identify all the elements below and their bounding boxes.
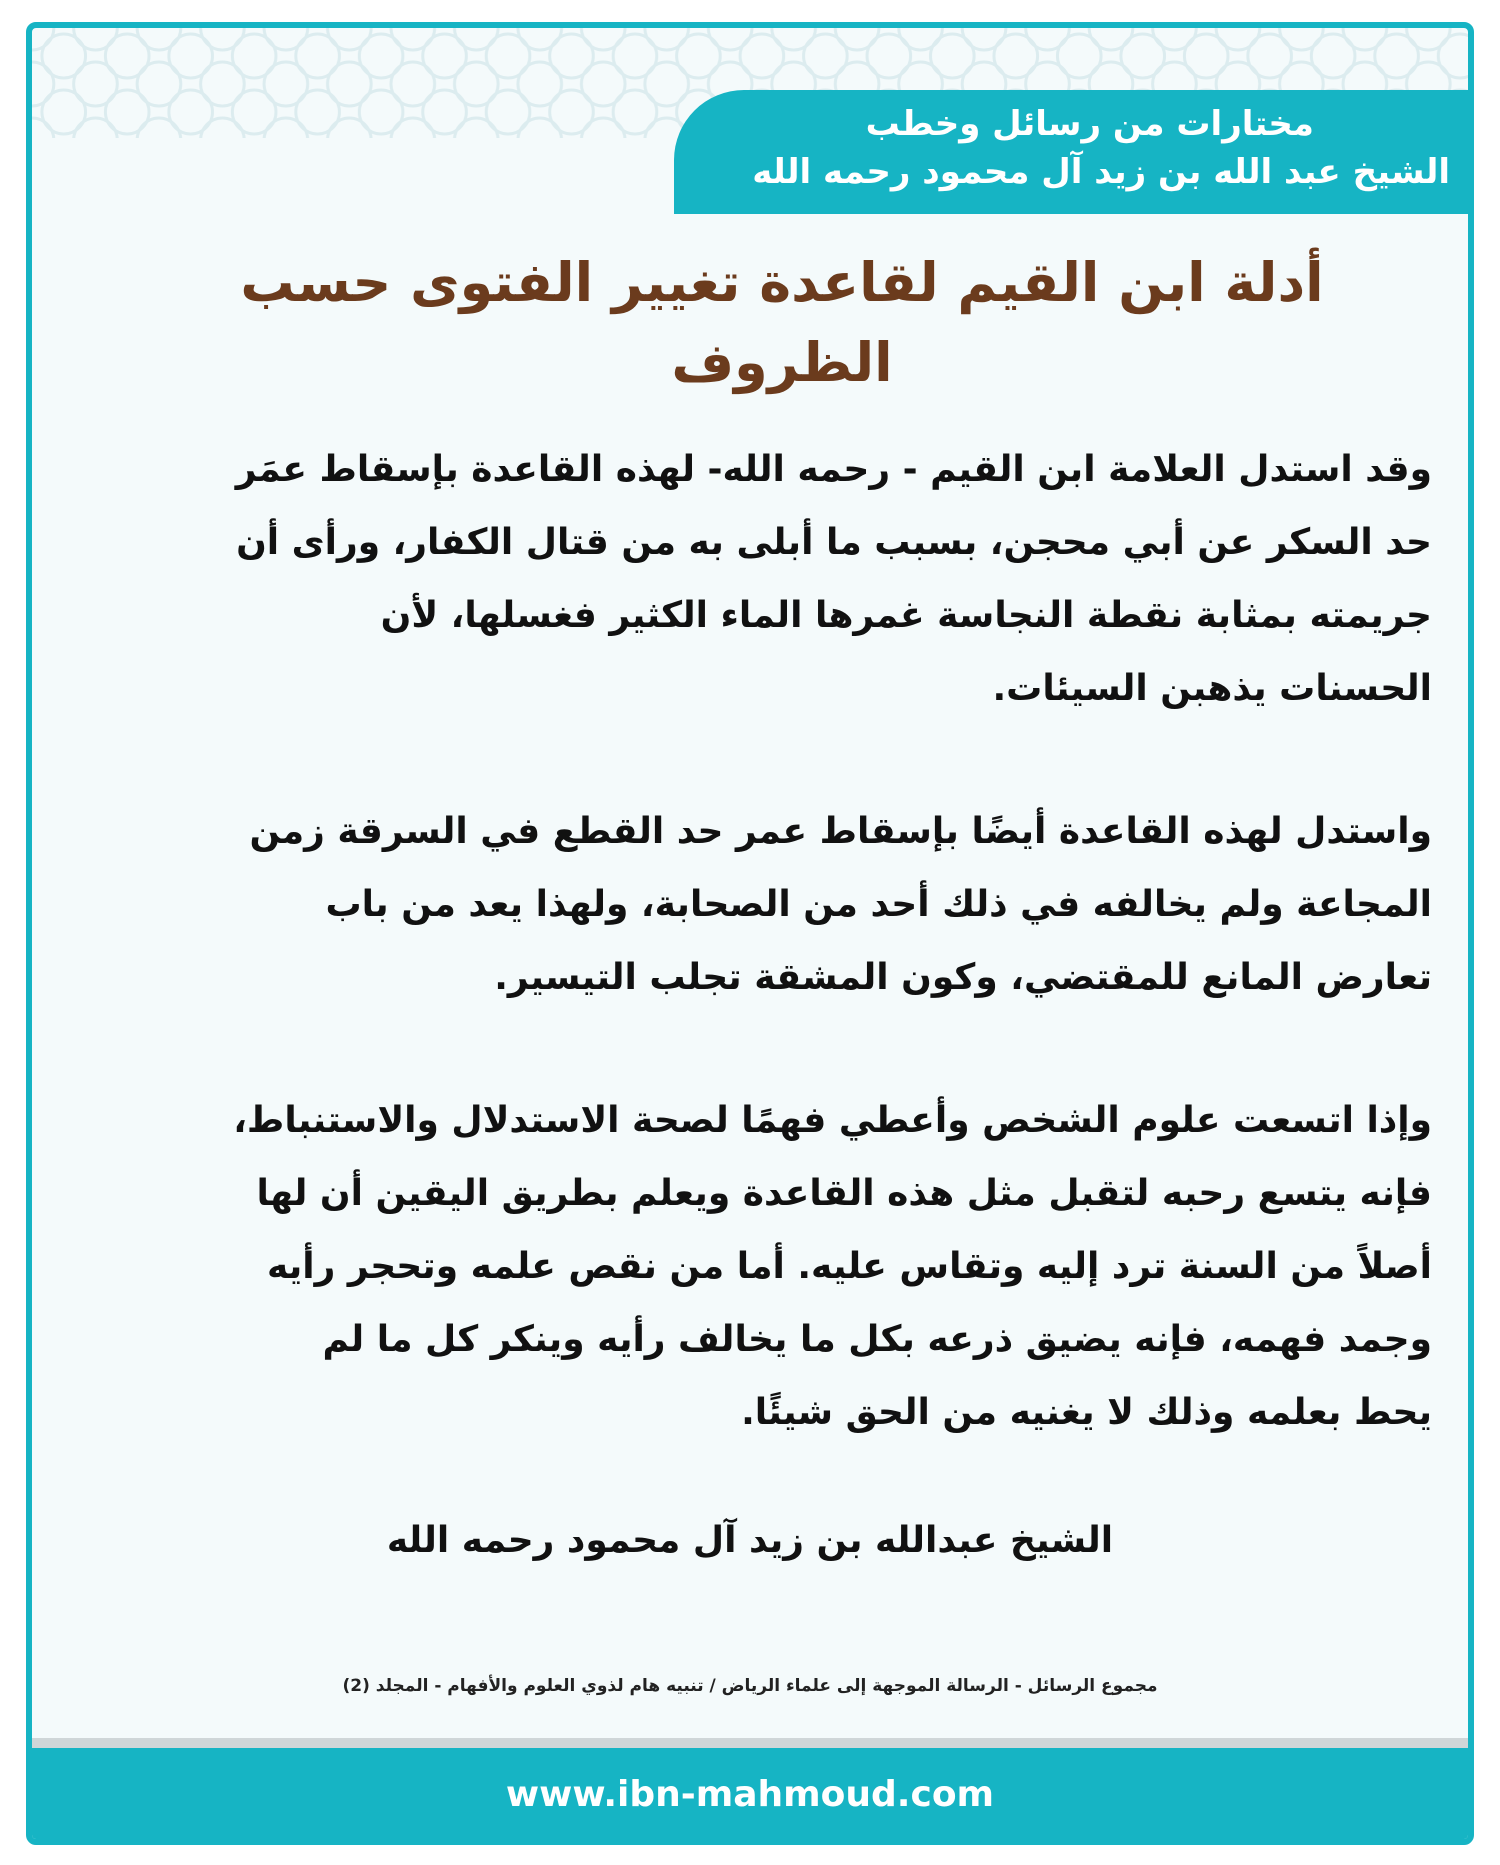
footer-divider — [32, 1738, 1468, 1748]
article-title — [142, 243, 1422, 403]
paragraph — [142, 433, 1432, 725]
card-frame — [26, 22, 1474, 1845]
text-line: وإذا اتسعت علوم الشخص وأعطي فهمًا لصحة الاستدلال والاستنباط، — [233, 1100, 1432, 1141]
text-line: وجمد فهمه، فإنه يضيق ذرعه بكل ما يخالف رأيه وينكر كل ما لم — [322, 1319, 1432, 1360]
footer-bar — [32, 1748, 1468, 1839]
text-line: أصلاً من السنة ترد إليه وتقاس عليه. أما من نقص علمه وتحجر رأيه — [266, 1246, 1432, 1287]
title-line: الظروف — [671, 331, 893, 394]
source-citation: مجموع الرسائل - الرسالة الموجهة إلى علماء الرياض / تنبيه هام لذوي العلوم والأفهام - المجلد (2) — [342, 1676, 1158, 1696]
article-body — [142, 433, 1432, 1519]
website-link[interactable]: www.ibn-mahmoud.com — [505, 1774, 995, 1815]
paragraph — [142, 795, 1432, 1014]
author-signature: الشيخ عبدالله بن زيد آل محمود رحمه الله — [386, 1520, 1114, 1561]
text-line: واستدل لهذه القاعدة أيضًا بإسقاط عمر حد القطع في السرقة زمن — [249, 811, 1432, 852]
text-line: حد السكر عن أبي محجن، بسبب ما أبلى به من قتال الكفار، ورأى أن — [236, 522, 1432, 563]
text-line: يحط بعلمه وذلك لا يغنيه من الحق شيئًا. — [741, 1392, 1432, 1433]
title-line: أدلة ابن القيم لقاعدة تغيير الفتوى حسب — [240, 251, 1324, 314]
header-author: الشيخ عبد الله بن زيد آل محمود رحمه الله — [752, 152, 1450, 192]
text-line: فإنه يتسع رحبه لتقبل مثل هذه القاعدة ويعلم بطريق اليقين أن لها — [256, 1173, 1432, 1214]
text-line: جريمته بمثابة نقطة النجاسة غمرها الماء الكثير فغسلها، لأن — [380, 595, 1432, 636]
header-series-title: مختارات من رسائل وخطب — [865, 104, 1314, 144]
text-line: الحسنات يذهبن السيئات. — [992, 668, 1432, 709]
text-line: وقد استدل العلامة ابن القيم - رحمه الله- لهذه القاعدة بإسقاط عمَر — [235, 449, 1432, 490]
paragraph — [142, 1084, 1432, 1449]
header-banner — [674, 90, 1474, 214]
text-line: المجاعة ولم يخالفه في ذلك أحد من الصحابة، ولهذا يعد من باب — [325, 884, 1432, 925]
text-line: تعارض المانع للمقتضي، وكون المشقة تجلب التيسير. — [494, 957, 1432, 998]
